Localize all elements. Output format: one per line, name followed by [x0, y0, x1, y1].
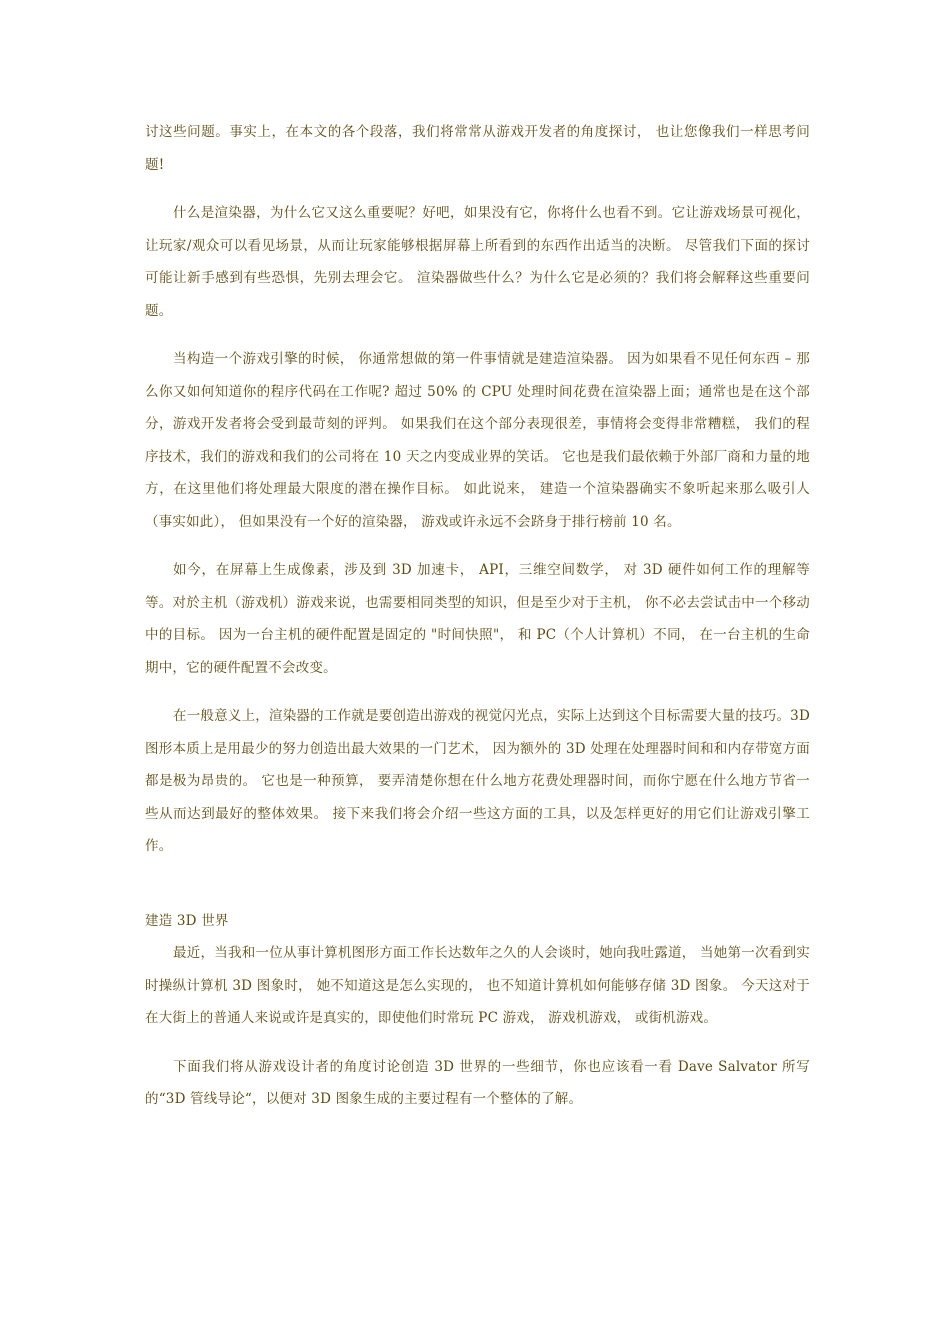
paragraph-renderer-job: 在一般意义上，渲染器的工作就是要创造出游戏的视觉闪光点，实际上达到这个目标需要大量的技巧。3D 图形本质上是用最少的努力创造出最大效果的一门艺术， 因为额外的 3D 处理在处理器时间和和内存带宽方面都是极为昂贵的。 它也是一种预算， 要弄清楚你想在什么地方花费处理器时间，而你宁愿在什么地方节省一些从而达到最好的整体效果。 接下来我们将会介绍一些这方面的工具，以及怎样更好的用它们让游戏引擎工作。	[145, 708, 810, 854]
document-body	[145, 116, 810, 1132]
paragraph-recent-talk: 最近，当我和一位从事计算机图形方面工作长达数年之久的人会谈时，她向我吐露道， 当她第一次看到实时操纵计算机 3D 图象时， 她不知道这是怎么实现的， 也不知道计算机如何能够存储 3D 图象。 今天这对于在大街上的普通人来说或许是真实的，即使他们时常玩 PC 游戏， 游戏机游戏， 或街机游戏。	[145, 945, 810, 1026]
paragraph-what-is-renderer: 什么是渲染器，为什么它又这么重要呢？好吧，如果没有它，你将什么也看不到。它让游戏场景可视化，让玩家/观众可以看见场景，从而让玩家能够根据屏幕上所看到的东西作出适当的决断。 尽管我们下面的探讨可能让新手感到有些恐惧，先别去理会它。 渲染器做些什么？为什么它是必须的？我们将会解释这些重要问题。	[145, 205, 810, 319]
paragraph-building-engine: 当构造一个游戏引擎的时候， 你通常想做的第一件事情就是建造渲染器。 因为如果看不见任何东西 – 那么你又如何知道你的程序代码在工作呢? 超过 50% 的 CPU 处理时间花费在渲染器上面；通常也是在这个部分，游戏开发者将会受到最苛刻的评判。 如果我们在这个部分表现很差，事情将会变得非常糟糕， 我们的程序技术，我们的游戏和我们的公司将在 10 天之内变成业界的笑话。 它也是我们最依赖于外部厂商和力量的地方，在这里他们将处理最大限度的潜在操作目标。 如此说来， 建造一个渲染器确实不象听起来那么吸引人（事实如此）， 但如果没有一个好的渲染器， 游戏或许永远不会跻身于排行榜前 10 名。	[145, 351, 810, 530]
paragraph-intro: 讨这些问题。事实上，在本文的各个段落，我们将常常从游戏开发者的角度探讨， 也让您像我们一样思考问题!	[145, 124, 810, 173]
section-heading: 建造 3D 世界	[145, 912, 229, 929]
paragraph-generating-pixels: 如今，在屏幕上生成像素，涉及到 3D 加速卡， API，三维空间数学， 对 3D 硬件如何工作的理解等等。对於主机（游戏机）游戏来说，也需要相同类型的知识，但是至少对于主机， 你不必去尝试击中一个移动中的目标。 因为一台主机的硬件配置是固定的 "时间快照"， 和 PC（个人计算机）不同， 在一台主机的生命期中，它的硬件配置不会改变。	[145, 562, 810, 676]
paragraph-designer-perspective: 下面我们将从游戏设计者的角度讨论创造 3D 世界的一些细节，你也应该看一看 Dave Salvator 所写的“3D 管线导论“，以便对 3D 图象生成的主要过程有一个整体的了解。	[145, 1058, 810, 1107]
